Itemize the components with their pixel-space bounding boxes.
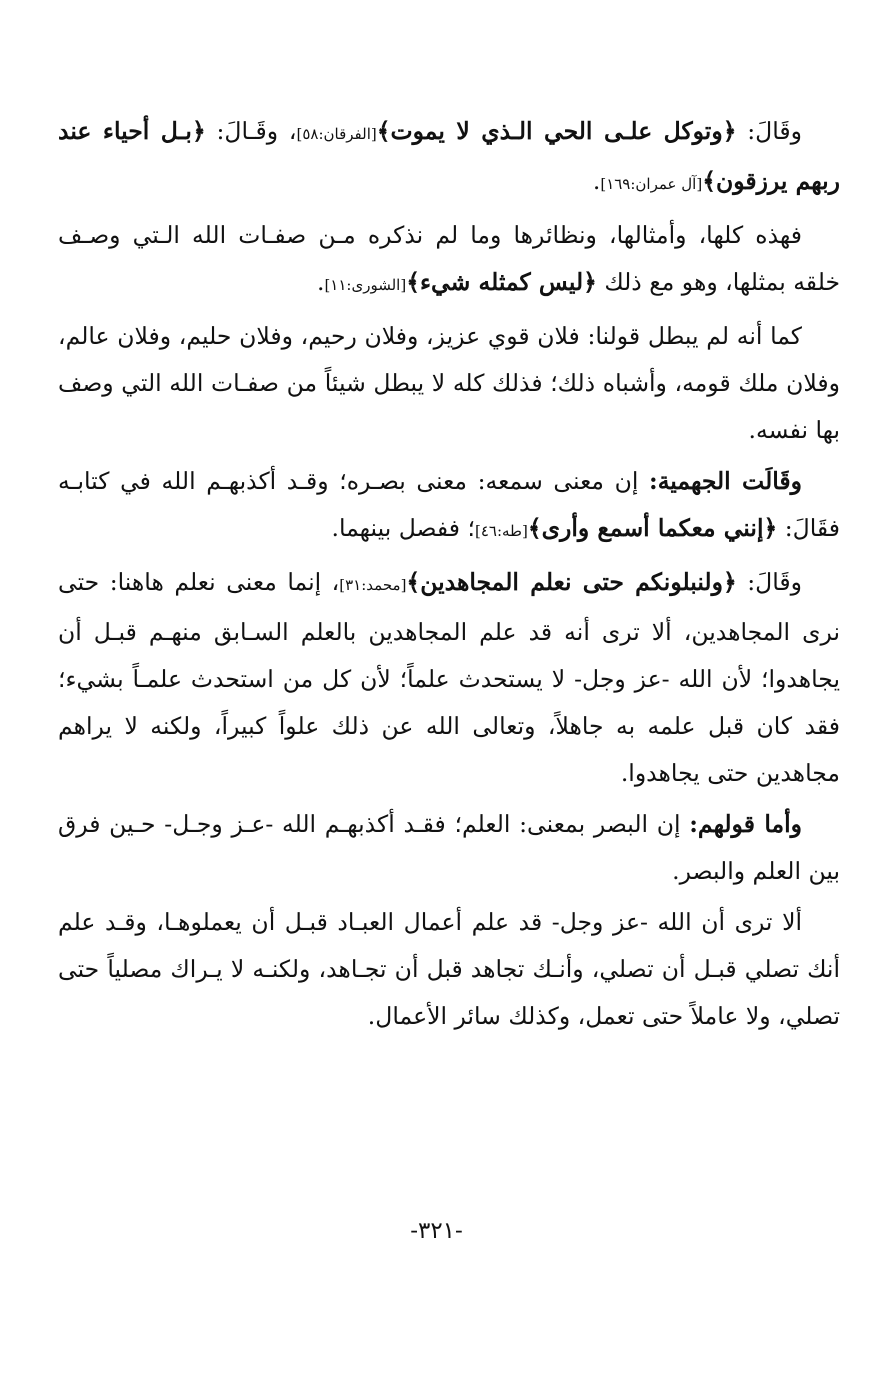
bold-text: ﴿بـل أحياء عند ربهم يرزقون﴾ xyxy=(58,117,840,195)
text-run: ألا ترى أن الله -عز وجل- قد علم أعمال العبـاد قبـل أن يعملوهـا، وقـد علم أنك تصلي قبـل أن تصلي، وأنـك تجاهد قبل أن تجـاهد، ولكنـه لا يـراك مصلياً حتى تصلي، ولا عاملاً حتى تعمل، وكذلك سائر الأعمال. xyxy=(58,908,840,1030)
paragraph xyxy=(58,108,840,208)
page-number: -٣٢١- xyxy=(410,1218,463,1244)
text-run: ؛ ففصل بينهما. xyxy=(331,514,475,542)
bold-text: ﴿وتوكل علـى الحي الـذي لا يموت﴾ xyxy=(376,117,737,145)
verse-reference: [آل عمران:١٦٩] xyxy=(600,175,703,193)
text-run: . xyxy=(316,268,325,296)
text-run: وقَالَ: xyxy=(736,117,802,145)
verse-reference: [الشورى:١١] xyxy=(324,276,407,294)
text-run: إن البصر بمعنى: العلم؛ فقـد أكذبهـم الله -عـز وجـل- حـين فرق بين العلم والبصر. xyxy=(58,810,840,885)
text-run: كما أنه لم يبطل قولنا: فلان قوي عزيز، وفلان رحيم، وفلان حليم، وفلان عالم، وفلان ملك قومه، وأشباه ذلك؛ فذلك كله لا يبطل شيئاً من صفـات الله التي وصف بها نفسه. xyxy=(58,322,840,444)
text-run: ، وقَـالَ: xyxy=(205,117,297,145)
bold-text: ﴿ولنبلونكم حتى نعلم المجاهدين﴾ xyxy=(406,568,737,596)
verse-reference: [محمد:٣١] xyxy=(339,576,407,594)
verse-reference: [الفرقان:٥٨] xyxy=(296,125,377,143)
text-run: إن معنى سمعه: معنى بصـره؛ وقـد أكذبهـم الله في كتابـه فقَالَ: xyxy=(58,467,840,542)
paragraph xyxy=(58,212,840,309)
document-page xyxy=(58,108,840,1044)
text-run: فهذه كلها، وأمثالها، ونظائرها وما لم نذكره مـن صفـات الله الـتي وصـف خلقه بمثلها، وهو مع ذلك xyxy=(58,221,840,296)
bold-text: وقَالَت الجهمية: xyxy=(649,467,802,495)
paragraph xyxy=(58,458,840,555)
text-run: وقَالَ: xyxy=(736,568,802,596)
bold-text: ﴿ليس كمثله شيء﴾ xyxy=(406,268,597,296)
paragraph xyxy=(58,559,840,797)
paragraph xyxy=(58,313,840,454)
paragraph xyxy=(58,899,840,1040)
bold-text: وأما قولهم: xyxy=(689,810,802,838)
bold-text: ﴿إنني معكما أسمع وأرى﴾ xyxy=(527,514,778,542)
text-run: ، إنما معنى نعلم هاهنا: حتى نرى المجاهدين، ألا ترى أنه قد علم المجاهدين بالعلم السـابق منهـم قبـل أن يجاهدوا؛ لأن الله -عز وجل- لا يستحدث علماً؛ لأن كل من استحدث علمـاً بشيء؛ فقد كان قبل علمه به جاهلاً، وتعالى الله عن ذلك علواً كبيراً، ولكنه لا يراهم مجاهدين حتى يجاهدوا. xyxy=(58,568,840,787)
paragraph xyxy=(58,801,840,895)
verse-reference: [طه:٤٦] xyxy=(474,522,528,540)
text-run: . xyxy=(592,167,601,195)
